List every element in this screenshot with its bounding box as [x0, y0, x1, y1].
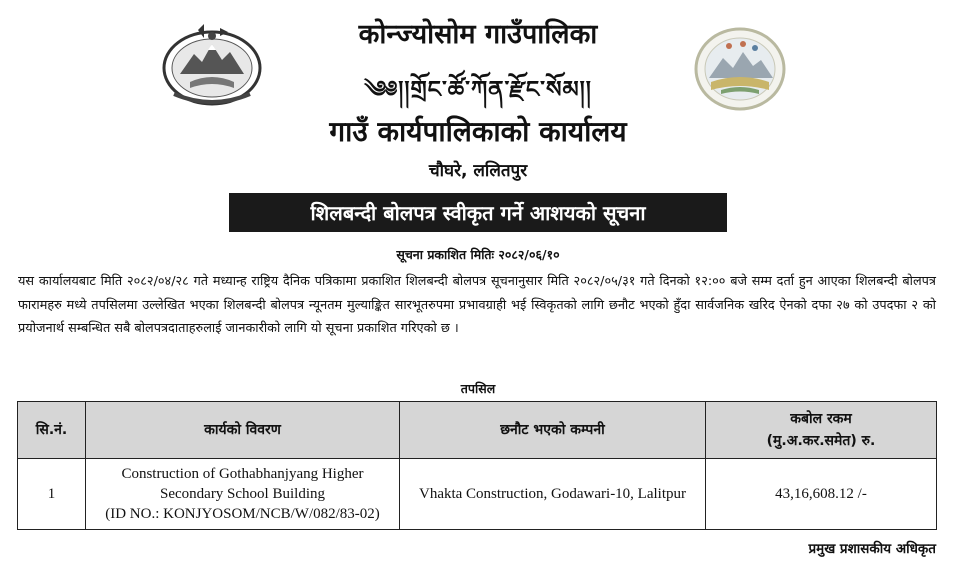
published-date: सूचना प्रकाशित मितिः २०८२/०६/१०	[396, 247, 560, 262]
desc-line-3: (ID NO.: KONJYOSOM/NCB/W/082/83-02)	[105, 506, 380, 522]
header-amount-line2: (मु.अ.कर.समेत) रु.	[766, 433, 876, 449]
header-description: कार्यको विवरण	[86, 402, 400, 459]
header-amount	[706, 402, 937, 459]
notice-title: शिलबन्दी बोलपत्र स्वीकृत गर्ने आशयको सूचना	[310, 201, 646, 225]
notice-title-banner	[229, 193, 727, 232]
office-location: चौघरे, ललितपुर	[428, 161, 528, 181]
details-heading: तपसिल	[460, 381, 496, 396]
notice-body: यस कार्यालयबाट मिति २०८२/०४/२८ गते मध्यान्ह राष्ट्रिय दैनिक पत्रिकामा प्रकाशित शिलबन्दी बोलपत्र सूचनानुसार मिति २०८२/०५/३१ गते दिनको १२:०० बजे सम्म दर्ता हुन आएका शिलबन्दी बोलपत्र फारामहरु मध्ये तपसिलमा उल्लेखित भएका शिलबन्दी बोलपत्र न्यूनतम मुल्याङ्कित सारभूतरुपमा प्रभावग्राही भई स्विकृतको लागि छनौट भएको हुँदा सार्वजनिक खरिद ऐनको दफा २७ को उपदफा २ को प्रयोजनार्थ सम्बन्धित सबै बोलपत्रदाताहरुलाई जानकारीको लागि यो सूचना प्रकाशित गरिएको छ ।	[18, 274, 936, 336]
office-title: गाउँ कार्यपालिकाको कार्यालय	[329, 115, 627, 148]
cell-amount: 43,16,608.12 /-	[706, 459, 937, 530]
cell-description	[86, 459, 400, 530]
header-amount-line1: कबोल रकम	[790, 411, 852, 427]
municipality-name: कोन्ज्योसोम गाउँपालिका	[358, 19, 598, 50]
desc-line-1: Construction of Gothabhanjyang Higher	[121, 466, 364, 482]
bid-table	[17, 401, 937, 530]
cell-sn: 1	[18, 459, 86, 530]
table-row	[18, 459, 937, 530]
cell-company: Vhakta Construction, Godawari-10, Lalitpur	[400, 459, 706, 530]
header-sn: सि.नं.	[18, 402, 86, 459]
tibetan-name: ༄༅།།གྲོང་ཚོ་ཀོན་རྫོང་སོམ།།	[364, 76, 592, 103]
signature-title: प्रमुख प्रशासकीय अधिकृत	[808, 541, 936, 557]
desc-line-2: Secondary School Building	[160, 486, 325, 502]
table-header-row	[18, 402, 937, 459]
header-company: छनौट भएको कम्पनी	[400, 402, 706, 459]
